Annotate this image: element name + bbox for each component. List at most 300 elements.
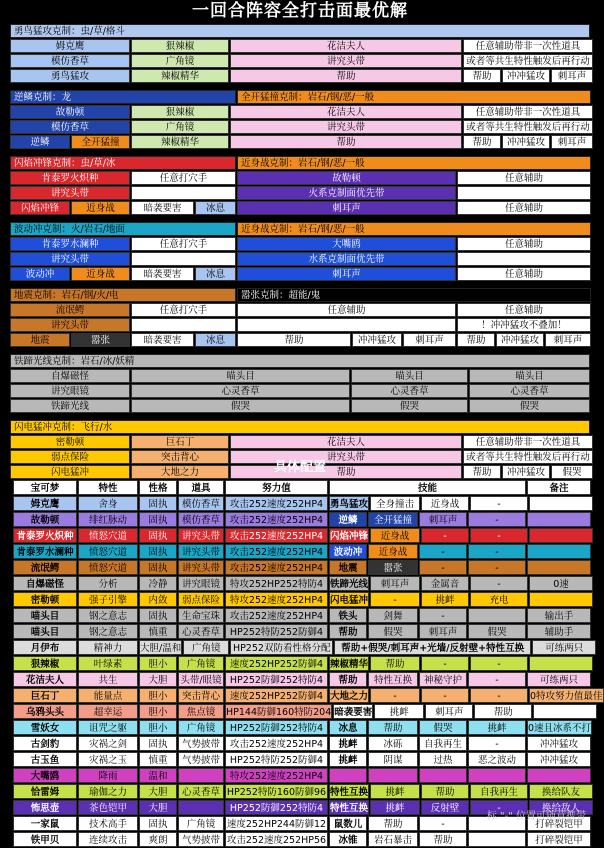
config-row bbox=[13, 832, 587, 847]
section-cell: 心灵香草 bbox=[469, 384, 590, 398]
section-cell: 讲究头带 bbox=[230, 450, 462, 464]
move-cell: - bbox=[470, 576, 528, 591]
config-row bbox=[13, 512, 587, 527]
config-cell: 绯红脉动 bbox=[78, 512, 138, 527]
config-cell: 攻击252速度252HP4 bbox=[225, 560, 328, 575]
section-cell: 花洁夫人 bbox=[230, 39, 462, 53]
move-cell: 特性互换 bbox=[329, 800, 369, 815]
config-cell: HP252防御252特防4 bbox=[225, 720, 328, 735]
pokemon-name: 花洁夫人 bbox=[13, 672, 77, 687]
section-cell: 冰息 bbox=[195, 333, 236, 347]
section-cell bbox=[457, 186, 591, 200]
section-cell: ！冲冲猛攻不叠加！ bbox=[457, 318, 591, 332]
section-cell: 大地之力 bbox=[131, 465, 229, 479]
config-header-cell: 技能 bbox=[329, 480, 526, 495]
section-cell: 或者等共生特性触发后再行动 bbox=[463, 54, 593, 68]
section-cell: 近身战 bbox=[71, 201, 130, 215]
move-cell bbox=[468, 768, 526, 783]
section-header: 近身战克制：岩石/钢/恶/一般 bbox=[237, 222, 591, 236]
config-cell: 广角镜 bbox=[178, 816, 224, 831]
section-header: 闪电猛冲克制：飞行/水 bbox=[10, 420, 590, 434]
section-cell: 假哭 bbox=[131, 399, 350, 413]
move-cell: - bbox=[468, 544, 526, 559]
move-cell: 帮助 bbox=[329, 624, 367, 639]
section-cell: 帮助 bbox=[463, 69, 501, 83]
section-row bbox=[10, 435, 590, 449]
section-cell: 花洁夫人 bbox=[230, 435, 462, 449]
config-cell: 0特攻努力值最佳 bbox=[529, 688, 604, 703]
section-cell: 辣椒精华 bbox=[131, 69, 229, 83]
move-cell: 刺耳声 bbox=[370, 576, 420, 591]
move-cell: - bbox=[421, 528, 469, 543]
section-cell: 冲冲猛攻 bbox=[502, 135, 550, 149]
pokemon-name: 喵头目 bbox=[13, 624, 77, 639]
config-cell: 生命宝珠 bbox=[178, 608, 224, 623]
config-cell: 换给队友 bbox=[529, 784, 593, 799]
config-row bbox=[13, 768, 587, 783]
config-cell: 0速 bbox=[529, 576, 593, 591]
section-row bbox=[10, 39, 590, 53]
move-cell: 冰砾 bbox=[368, 736, 418, 751]
move-cell: 挑衅 bbox=[468, 720, 526, 735]
config-header-row bbox=[13, 480, 587, 495]
section-cell: 任意辅助带非一次性道具 bbox=[463, 39, 593, 53]
team-sections bbox=[10, 24, 590, 486]
section-row bbox=[10, 303, 590, 317]
move-cell: 阴谋 bbox=[368, 752, 418, 767]
config-cell bbox=[529, 592, 593, 607]
move-cell: 铁头 bbox=[329, 608, 367, 623]
config-cell: 胆小 bbox=[139, 656, 177, 671]
config-cell: 胆小 bbox=[139, 720, 177, 735]
section-row bbox=[10, 186, 590, 200]
config-cell: HP252特防252防御4 bbox=[225, 624, 328, 639]
section-cell: 大嘴鸥 bbox=[237, 237, 456, 251]
config-cell: 固执 bbox=[139, 512, 177, 527]
config-cell: 讲究眼镜 bbox=[178, 576, 224, 591]
section-cell: 帮助 bbox=[230, 69, 462, 83]
config-cell: 强子引擎 bbox=[78, 592, 138, 607]
move-cell: 辣椒精华 bbox=[329, 656, 369, 671]
move-cell: - bbox=[419, 560, 467, 575]
config-cell bbox=[529, 656, 593, 671]
section-cell: 暗袭要害 bbox=[131, 333, 194, 347]
config-cell: 钢之意志 bbox=[78, 608, 138, 623]
config-cell bbox=[533, 704, 597, 719]
move-cell bbox=[419, 768, 467, 783]
move-cell bbox=[468, 608, 526, 623]
pokemon-name: 月伊布 bbox=[13, 640, 77, 655]
section-header-row bbox=[10, 156, 590, 170]
config-row bbox=[13, 752, 587, 767]
config-cell: 讲究头带 bbox=[178, 528, 224, 543]
config-cell: 打碎裂铠甲 bbox=[527, 832, 591, 847]
section-cell: 嚣张 bbox=[71, 333, 130, 347]
move-cell: 自我再生 bbox=[470, 784, 528, 799]
section-cell: 突击背心 bbox=[131, 450, 229, 464]
config-row bbox=[13, 688, 603, 703]
config-cell: 弱点保险 bbox=[178, 592, 224, 607]
move-cell: 帮助 bbox=[368, 816, 418, 831]
config-cell: 舍身 bbox=[78, 496, 138, 511]
section-cell: 帮助 bbox=[230, 135, 462, 149]
section-cell bbox=[457, 252, 591, 266]
section-row bbox=[10, 369, 590, 383]
section-cell: 刺耳声 bbox=[545, 333, 591, 347]
config-cell: 固执 bbox=[139, 560, 177, 575]
sec-birds bbox=[10, 24, 590, 83]
config-cell: 爽朗 bbox=[139, 832, 177, 847]
config-row bbox=[13, 672, 587, 687]
config-cell: 钢之意志 bbox=[78, 624, 138, 639]
config-table bbox=[13, 479, 603, 847]
section-row bbox=[10, 54, 590, 68]
section-cell: 近身战 bbox=[71, 267, 130, 281]
section-row bbox=[10, 120, 590, 134]
config-cell: 输出手 bbox=[527, 608, 591, 623]
config-cell: HP252双防看性格分配 bbox=[230, 640, 333, 655]
config-cell: 讲究头带 bbox=[178, 544, 224, 559]
section-cell: 讲究头带 bbox=[230, 54, 462, 68]
move-cell: 近身战 bbox=[370, 528, 420, 543]
config-cell: 0速且冰系不打 bbox=[527, 720, 592, 735]
section-cell bbox=[237, 318, 456, 332]
move-cell bbox=[468, 832, 526, 847]
pokemon-name: 乌鸦头头 bbox=[13, 704, 77, 719]
section-header-row bbox=[10, 24, 590, 38]
config-cell: 慎重 bbox=[139, 752, 177, 767]
move-cell: 大地之力 bbox=[329, 688, 369, 703]
section-cell: 弱点保险 bbox=[10, 450, 130, 464]
config-cell: 攻击252速度252HP4 bbox=[225, 736, 328, 751]
move-cell: 挑衅 bbox=[421, 592, 469, 607]
section-header: 勇鸟猛攻克制：虫/草/格斗 bbox=[10, 24, 590, 38]
move-cell: - bbox=[468, 672, 526, 687]
config-cell: 广角镜 bbox=[178, 720, 224, 735]
config-cell bbox=[529, 496, 593, 511]
config-cell: 超幸运 bbox=[78, 704, 138, 719]
config-cell: 胆小 bbox=[139, 704, 177, 719]
pokemon-name: 肯泰罗火炽种 bbox=[13, 528, 77, 543]
config-cell bbox=[178, 768, 224, 783]
move-cell: 挑衅 bbox=[374, 704, 424, 719]
section-cell: 刺耳声 bbox=[237, 267, 456, 281]
section-cell: 心灵香草 bbox=[351, 384, 468, 398]
section-cell: 冰息 bbox=[195, 267, 236, 281]
config-cell: HP252防御252特防4 bbox=[225, 672, 328, 687]
sec-fire bbox=[10, 156, 590, 215]
section-cell: 喵头目 bbox=[351, 369, 468, 383]
section-cell: 广角镜 bbox=[131, 54, 229, 68]
config-cell bbox=[527, 544, 591, 559]
config-cell: 心灵香草 bbox=[178, 784, 224, 799]
section-header: 闪焰冲锋克制：虫/草/冰 bbox=[10, 156, 236, 170]
config-row bbox=[13, 560, 587, 575]
section-cell: 模仿香草 bbox=[10, 120, 130, 134]
section-cell: 故勒顿 bbox=[10, 105, 130, 119]
section-cell: 火系克制面优先带 bbox=[237, 186, 456, 200]
move-cell bbox=[329, 768, 367, 783]
section-header: 波动冲克制：火/岩石/地面 bbox=[10, 222, 236, 236]
section-cell bbox=[131, 186, 236, 200]
move-cell: 帮助 bbox=[370, 656, 420, 671]
move-cell: 假哭 bbox=[468, 624, 526, 639]
config-cell: 冲冲猛攻 bbox=[527, 736, 591, 751]
section-row bbox=[10, 171, 590, 185]
config-row bbox=[13, 656, 587, 671]
section-cell: 广角镜 bbox=[131, 120, 229, 134]
section-cell: 模仿香草 bbox=[10, 54, 130, 68]
config-header-cell: 备注 bbox=[527, 480, 591, 495]
move-cell: 暗袭要害 bbox=[333, 704, 373, 719]
config-cell: 大胆 bbox=[139, 672, 177, 687]
section-cell: 密勒顿 bbox=[10, 435, 130, 449]
section-cell: 任意打穴手 bbox=[131, 171, 236, 185]
config-cell: 辅助手 bbox=[527, 624, 591, 639]
section-cell: 勇鸟猛攻 bbox=[10, 69, 130, 83]
move-cell: 帮助 bbox=[421, 784, 469, 799]
pokemon-name: 肯泰罗水澜种 bbox=[13, 544, 77, 559]
section-cell: 帮助 bbox=[457, 333, 495, 347]
section-cell: 帮助 bbox=[237, 333, 351, 347]
pokemon-name: 流氓鳄 bbox=[13, 560, 77, 575]
move-cell: 地震 bbox=[329, 560, 367, 575]
pokemon-name: 故勒顿 bbox=[13, 512, 77, 527]
config-cell: 固执 bbox=[139, 544, 177, 559]
section-cell: 任意辅助 bbox=[457, 267, 591, 281]
config-cell: 速度252HP252防御4 bbox=[225, 688, 328, 703]
pokemon-name: 密勒顿 bbox=[13, 592, 77, 607]
section-cell: 刺耳声 bbox=[237, 201, 456, 215]
move-cell: 闪焰冲锋 bbox=[329, 528, 369, 543]
move-cell: 帮助 bbox=[368, 720, 418, 735]
section-cell: 帮助 bbox=[230, 465, 462, 479]
pokemon-name: 古剑豹 bbox=[13, 736, 77, 751]
config-cell: 大胆/温和 bbox=[139, 640, 182, 655]
section-header: 地震克制：岩石/钢/火/电 bbox=[10, 288, 236, 302]
section-cell: 刺耳声 bbox=[551, 69, 593, 83]
config-cell: 固执 bbox=[139, 608, 177, 623]
move-cell: 挑衅 bbox=[370, 784, 420, 799]
pokemon-name: 铁甲贝 bbox=[13, 832, 77, 847]
section-cell: 暗袭要害 bbox=[131, 201, 194, 215]
move-cell: 波动冲 bbox=[329, 544, 367, 559]
config-header-cell: 特性 bbox=[78, 480, 138, 495]
config-cell: 共生 bbox=[78, 672, 138, 687]
config-cell: 大胆 bbox=[139, 784, 177, 799]
config-row bbox=[13, 720, 592, 735]
section-cell: 全开猛撞 bbox=[71, 135, 130, 149]
config-cell: 速度252HP252防御4 bbox=[225, 656, 328, 671]
section-cell: 喵头目 bbox=[131, 369, 350, 383]
config-cell: 技术高手 bbox=[78, 816, 138, 831]
config-row bbox=[13, 496, 587, 511]
move-cell: 勇鸟猛攻 bbox=[329, 496, 369, 511]
config-cell: 气势披带 bbox=[178, 832, 224, 847]
section-cell: 任意辅助 bbox=[457, 201, 591, 215]
config-cell: 能量点 bbox=[78, 688, 138, 703]
config-cell: 灾祸之剑 bbox=[78, 736, 138, 751]
config-cell: 愤怒穴道 bbox=[78, 528, 138, 543]
pokemon-name: 雪妖女 bbox=[13, 720, 77, 735]
config-cell: 茶色铠甲 bbox=[78, 800, 138, 815]
config-row bbox=[13, 704, 587, 719]
section-row bbox=[10, 69, 590, 83]
section-cell: 假哭 bbox=[551, 465, 593, 479]
move-cell: - bbox=[419, 608, 467, 623]
move-cell: 帮助 bbox=[419, 832, 467, 847]
config-cell: HP144防御160特防204 bbox=[225, 704, 332, 719]
config-row bbox=[13, 736, 587, 751]
section-header-row bbox=[10, 222, 590, 236]
section-header-row bbox=[10, 420, 590, 434]
config-row bbox=[13, 640, 587, 655]
sec-steel bbox=[10, 354, 590, 413]
config-cell: HP252特防252防御4 bbox=[225, 752, 328, 767]
section-cell: 讲究眼镜 bbox=[10, 384, 130, 398]
config-cell: 冷静 bbox=[139, 576, 177, 591]
config-cell: HP252特防160防御96 bbox=[225, 784, 328, 799]
pokemon-name: 一家鼠 bbox=[13, 816, 77, 831]
section-cell: 巨石丁 bbox=[131, 435, 229, 449]
config-header-cell: 性格 bbox=[139, 480, 177, 495]
move-cell: 刺耳声 bbox=[419, 624, 467, 639]
section-cell: 故勒顿 bbox=[237, 171, 456, 185]
move-cell bbox=[368, 768, 418, 783]
move-cell: 冰锥 bbox=[329, 832, 367, 847]
section-cell: 假哭 bbox=[351, 399, 468, 413]
section-cell: 辣椒精华 bbox=[131, 135, 229, 149]
section-cell: 流氓鳄 bbox=[10, 303, 130, 317]
config-row bbox=[13, 784, 587, 799]
move-cell: 近身战 bbox=[421, 496, 469, 511]
config-cell bbox=[529, 528, 593, 543]
page-title: 一回合阵容全打击面最优解 bbox=[192, 1, 408, 21]
pokemon-name: 古玉鱼 bbox=[13, 752, 77, 767]
move-cell: 假哭 bbox=[368, 624, 418, 639]
move-cell: 近身战 bbox=[368, 544, 418, 559]
section-cell bbox=[131, 252, 236, 266]
section-cell: 花洁夫人 bbox=[230, 105, 462, 119]
section-cell: 狠辣椒 bbox=[131, 39, 229, 53]
sec-ground bbox=[10, 288, 590, 347]
section-cell: 讲究头带 bbox=[10, 318, 130, 332]
pokemon-name: 大嘴鸥 bbox=[13, 768, 77, 783]
config-cell: 讲究头带 bbox=[178, 560, 224, 575]
section-cell: 任意辅助 bbox=[457, 237, 591, 251]
config-cell: 大胆 bbox=[139, 800, 177, 815]
config-cell: 攻击252速度252HP4 bbox=[225, 496, 328, 511]
config-cell: 攻击252速度252HP4 bbox=[225, 544, 328, 559]
move-cell: 冰息 bbox=[329, 720, 367, 735]
section-cell: 或者等共生特性触发后再行动 bbox=[463, 450, 593, 464]
move-cell: 铁蹄光线 bbox=[329, 576, 369, 591]
section-row bbox=[10, 252, 590, 266]
section-cell: 讲究头带 bbox=[230, 120, 462, 134]
pokemon-name: 自爆磁怪 bbox=[13, 576, 77, 591]
move-cell: - bbox=[370, 688, 420, 703]
config-cell: 换给敌人 bbox=[529, 800, 593, 815]
config-cell: 攻击252速度252HP56 bbox=[225, 832, 328, 847]
config-cell: 精神力 bbox=[78, 640, 138, 655]
section-cell: 假哭 bbox=[469, 399, 590, 413]
config-cell: 速度252HP244防御12 bbox=[225, 816, 328, 831]
section-header: 近身战克制：岩石/钢/恶/一般 bbox=[237, 156, 591, 170]
config-cell: 广角镜 bbox=[178, 656, 224, 671]
config-row bbox=[13, 592, 587, 607]
config-cell: 心灵香草 bbox=[178, 624, 224, 639]
move-cell: 挑衅 bbox=[329, 752, 367, 767]
config-row bbox=[13, 528, 587, 543]
section-cell: 姆克鹰 bbox=[10, 39, 130, 53]
config-cell bbox=[178, 800, 224, 815]
section-header: 铁蹄光线克制：岩石/冰/妖精 bbox=[10, 354, 590, 368]
move-cell: 恶之波动 bbox=[468, 752, 526, 767]
move-cell: - bbox=[468, 512, 526, 527]
section-cell: 冲冲猛攻 bbox=[502, 465, 550, 479]
config-cell: 气势披带 bbox=[178, 752, 224, 767]
config-cell: 固执 bbox=[139, 496, 177, 511]
config-row bbox=[13, 576, 587, 591]
pokemon-name: 姆克鹰 bbox=[13, 496, 77, 511]
section-cell: 任意辅助 bbox=[457, 303, 591, 317]
config-cell: 攻击252速度252HP4 bbox=[225, 512, 328, 527]
move-cell: - bbox=[421, 656, 469, 671]
section-cell: 任意辅助带非一次性道具 bbox=[463, 435, 593, 449]
config-cell: 头带/眼镜 bbox=[178, 672, 224, 687]
move-cell: - bbox=[419, 816, 467, 831]
move-cell: 帮助 bbox=[329, 672, 367, 687]
config-cell: 突击背心 bbox=[178, 688, 224, 703]
section-cell: 冲冲猛攻 bbox=[352, 333, 402, 347]
pokemon-name: 恰雷姆 bbox=[13, 784, 77, 799]
section-cell: 刺耳声 bbox=[551, 135, 593, 149]
sec-water bbox=[10, 222, 590, 281]
move-cell: 帮助 bbox=[474, 704, 532, 719]
move-cell: - bbox=[419, 544, 467, 559]
move-cell: - bbox=[370, 592, 420, 607]
section-row bbox=[10, 267, 590, 281]
move-cell: 挑衅 bbox=[329, 736, 367, 751]
section-cell: 肯泰罗水澜种 bbox=[10, 237, 130, 251]
move-cell: 刺耳声 bbox=[425, 704, 473, 719]
section-cell: 暗袭要害 bbox=[131, 267, 194, 281]
section-row bbox=[10, 399, 590, 413]
config-cell: 模仿香草 bbox=[178, 496, 224, 511]
pokemon-name: 狠辣椒 bbox=[13, 656, 77, 671]
section-cell: 或者等共生特性触发后再行动 bbox=[463, 120, 593, 134]
config-cell: 胆小 bbox=[139, 688, 177, 703]
section-cell: 地震 bbox=[10, 333, 70, 347]
move-cell: 挑衅 bbox=[370, 800, 420, 815]
section-cell: 肯泰罗火炽种 bbox=[10, 171, 130, 185]
config-title: 具体配置 bbox=[273, 460, 326, 475]
config-cell: HP252防御252特防4 bbox=[225, 800, 328, 815]
move-cell: - bbox=[468, 560, 526, 575]
section-row bbox=[10, 237, 590, 251]
section-cell: 帮助 bbox=[463, 135, 501, 149]
config-cell: 内敛 bbox=[139, 592, 177, 607]
move-cell: 全身撞击 bbox=[370, 496, 420, 511]
config-header-cell: 宝可梦 bbox=[13, 480, 77, 495]
section-cell: 讲究头带 bbox=[10, 186, 130, 200]
section-cell: 自爆磁怪 bbox=[10, 369, 130, 383]
section-cell: 讲究头带 bbox=[10, 252, 130, 266]
move-cell: 特性互换 bbox=[368, 672, 418, 687]
section-cell: 闪焰冲锋 bbox=[10, 201, 70, 215]
pokemon-name: 巨石丁 bbox=[13, 688, 77, 703]
sec-dragon bbox=[10, 90, 590, 149]
